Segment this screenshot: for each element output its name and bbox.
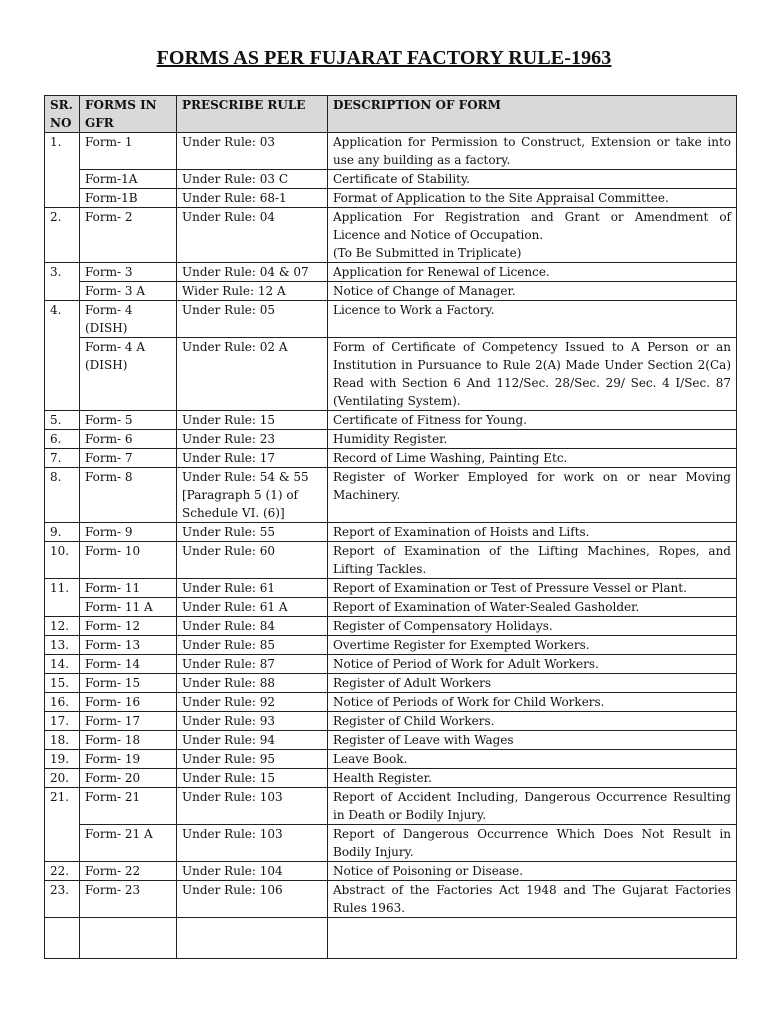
cell-rule: Under Rule: 68-1: [177, 189, 328, 208]
cell-sr-no: 4.: [45, 301, 80, 411]
cell-description: [328, 170, 737, 189]
table-row: [45, 301, 737, 338]
cell-description: [328, 731, 737, 750]
cell-rule: Under Rule: 87: [177, 655, 328, 674]
description-text: Application for Renewal of Licence.: [333, 265, 550, 279]
table-row: [45, 208, 737, 263]
cell-sr-no: 5.: [45, 411, 80, 430]
table-row: [45, 338, 737, 411]
blank-cell-rule: [177, 918, 328, 959]
cell-description: [328, 208, 737, 263]
cell-rule: Under Rule: 23: [177, 430, 328, 449]
cell-rule: Under Rule: 92: [177, 693, 328, 712]
cell-description: [328, 769, 737, 788]
cell-form: Form- 16: [80, 693, 177, 712]
cell-rule: Wider Rule: 12 A: [177, 282, 328, 301]
table-row: [45, 170, 737, 189]
cell-rule: Under Rule: 103: [177, 788, 328, 825]
cell-form: Form- 11: [80, 579, 177, 598]
cell-sr-no: 18.: [45, 731, 80, 750]
cell-rule: Under Rule: 103: [177, 825, 328, 862]
cell-form: Form-1A: [80, 170, 177, 189]
description-text: Humidity Register.: [333, 432, 448, 446]
cell-sr-no: 16.: [45, 693, 80, 712]
cell-form: Form- 22: [80, 862, 177, 881]
cell-description: [328, 338, 737, 411]
header-description: DESCRIPTION OF FORM: [328, 96, 737, 133]
table-row: [45, 133, 737, 170]
cell-sr-no: 17.: [45, 712, 80, 731]
table-row: [45, 750, 737, 769]
description-text: Notice of Period of Work for Adult Workers.: [333, 657, 599, 671]
cell-rule: Under Rule: 15: [177, 769, 328, 788]
table-row: [45, 468, 737, 523]
description-text: Report of Examination of the Lifting Machines, Ropes, and Lifting Tackles.: [333, 544, 731, 576]
description-text: Register of Adult Workers: [333, 676, 492, 690]
cell-description: [328, 712, 737, 731]
cell-form: Form- 3: [80, 263, 177, 282]
cell-rule: Under Rule: 85: [177, 636, 328, 655]
cell-description: [328, 788, 737, 825]
table-header: [45, 96, 737, 133]
cell-form: Form- 8: [80, 468, 177, 523]
cell-form: Form- 7: [80, 449, 177, 468]
cell-form: Form- 4 A (DISH): [80, 338, 177, 411]
cell-rule: Under Rule: 03: [177, 133, 328, 170]
description-text: Report of Dangerous Occurrence Which Does Not Result in Bodily Injury.: [333, 827, 731, 859]
cell-description: [328, 825, 737, 862]
table-row: [45, 189, 737, 208]
description-text: Record of Lime Washing, Painting Etc.: [333, 451, 568, 465]
cell-description: [328, 881, 737, 918]
cell-rule: Under Rule: 61: [177, 579, 328, 598]
cell-rule: Under Rule: 03 C: [177, 170, 328, 189]
cell-rule: Under Rule: 95: [177, 750, 328, 769]
cell-form: Form- 17: [80, 712, 177, 731]
table-row: [45, 282, 737, 301]
cell-form: Form- 4 (DISH): [80, 301, 177, 338]
cell-description: [328, 579, 737, 598]
cell-sr-no: 13.: [45, 636, 80, 655]
blank-cell-sr: [45, 918, 80, 959]
cell-form: Form- 21: [80, 788, 177, 825]
table-row: [45, 636, 737, 655]
description-note: (To Be Submitted in Triplicate): [333, 246, 522, 260]
table-row: [45, 579, 737, 598]
table-row: [45, 523, 737, 542]
cell-form: Form- 19: [80, 750, 177, 769]
header-forms-in-gfr: FORMS IN GFR: [80, 96, 177, 133]
description-text: Certificate of Stability.: [333, 172, 470, 186]
forms-table: [44, 95, 737, 959]
table-row: [45, 411, 737, 430]
cell-description: [328, 301, 737, 338]
cell-rule: Under Rule: 60: [177, 542, 328, 579]
cell-form: Form-1B: [80, 189, 177, 208]
cell-description: [328, 282, 737, 301]
table-row: [45, 693, 737, 712]
table-row: [45, 617, 737, 636]
cell-form: Form- 12: [80, 617, 177, 636]
cell-description: [328, 430, 737, 449]
cell-form: Form- 1: [80, 133, 177, 170]
cell-form: Form- 5: [80, 411, 177, 430]
cell-form: Form- 20: [80, 769, 177, 788]
description-text: Report of Accident Including, Dangerous Occurrence Resulting in Death or Bodily Injury.: [333, 790, 731, 822]
description-text: Health Register.: [333, 771, 432, 785]
page-title: FORMS AS PER FUJARAT FACTORY RULE-1963: [156, 47, 612, 69]
description-text: Report of Examination of Hoists and Lifts.: [333, 525, 590, 539]
header-prescribe-rule: PRESCRIBE RULE: [177, 96, 328, 133]
cell-rule: Under Rule: 94: [177, 731, 328, 750]
description-text: Format of Application to the Site Appraisal Committee.: [333, 191, 669, 205]
cell-form: Form- 13: [80, 636, 177, 655]
table-row: [45, 712, 737, 731]
table-row: [45, 788, 737, 825]
cell-rule: Under Rule: 54 & 55 [Paragraph 5 (1) of Schedule VI. (6)]: [177, 468, 328, 523]
table-row: [45, 598, 737, 617]
cell-sr-no: 8.: [45, 468, 80, 523]
description-text: Leave Book.: [333, 752, 408, 766]
cell-description: [328, 617, 737, 636]
cell-description: [328, 263, 737, 282]
description-text: Abstract of the Factories Act 1948 and The Gujarat Factories Rules 1963.: [333, 883, 731, 915]
cell-description: [328, 411, 737, 430]
cell-sr-no: 10.: [45, 542, 80, 579]
table-row: [45, 542, 737, 579]
description-text: Report of Examination of Water-Sealed Gasholder.: [333, 600, 640, 614]
cell-form: Form- 2: [80, 208, 177, 263]
description-text: Licence to Work a Factory.: [333, 303, 495, 317]
cell-form: Form- 9: [80, 523, 177, 542]
table-row: [45, 769, 737, 788]
cell-sr-no: 1.: [45, 133, 80, 208]
cell-description: [328, 862, 737, 881]
cell-sr-no: 21.: [45, 788, 80, 862]
description-text: Overtime Register for Exempted Workers.: [333, 638, 590, 652]
cell-form: Form- 18: [80, 731, 177, 750]
description-text: Certificate of Fitness for Young.: [333, 413, 527, 427]
cell-description: [328, 598, 737, 617]
blank-cell-desc: [328, 918, 737, 959]
cell-sr-no: 11.: [45, 579, 80, 617]
cell-form: Form- 3 A: [80, 282, 177, 301]
cell-rule: Under Rule: 05: [177, 301, 328, 338]
table-body: [45, 133, 737, 959]
cell-sr-no: 7.: [45, 449, 80, 468]
cell-description: [328, 133, 737, 170]
cell-description: [328, 542, 737, 579]
description-text: Register of Worker Employed for work on or near Moving Machinery.: [333, 470, 731, 502]
table-row: [45, 674, 737, 693]
cell-form: Form- 23: [80, 881, 177, 918]
cell-sr-no: 9.: [45, 523, 80, 542]
cell-rule: Under Rule: 04: [177, 208, 328, 263]
cell-description: [328, 674, 737, 693]
cell-description: [328, 693, 737, 712]
table-row: [45, 263, 737, 282]
table-row: [45, 731, 737, 750]
cell-rule: Under Rule: 93: [177, 712, 328, 731]
cell-rule: Under Rule: 17: [177, 449, 328, 468]
cell-description: [328, 523, 737, 542]
table-row: [45, 862, 737, 881]
table-row: [45, 825, 737, 862]
cell-description: [328, 750, 737, 769]
cell-form: Form- 14: [80, 655, 177, 674]
cell-form: Form- 11 A: [80, 598, 177, 617]
cell-rule: Under Rule: 106: [177, 881, 328, 918]
cell-rule: Under Rule: 55: [177, 523, 328, 542]
description-text: Application For Registration and Grant or Amendment of Licence and Notice of Occupation.: [333, 210, 731, 242]
cell-rule: Under Rule: 84: [177, 617, 328, 636]
cell-rule: Under Rule: 88: [177, 674, 328, 693]
table-row: [45, 881, 737, 918]
header-sr-no: SR. NO: [45, 96, 80, 133]
cell-sr-no: 22.: [45, 862, 80, 881]
description-text: Report of Examination or Test of Pressure Vessel or Plant.: [333, 581, 687, 595]
table-row: [45, 655, 737, 674]
cell-sr-no: 3.: [45, 263, 80, 301]
cell-rule: Under Rule: 15: [177, 411, 328, 430]
cell-form: Form- 21 A: [80, 825, 177, 862]
cell-sr-no: 19.: [45, 750, 80, 769]
blank-cell-form: [80, 918, 177, 959]
cell-rule: Under Rule: 04 & 07: [177, 263, 328, 282]
cell-description: [328, 449, 737, 468]
cell-rule: Under Rule: 61 A: [177, 598, 328, 617]
cell-sr-no: 15.: [45, 674, 80, 693]
description-text: Notice of Poisoning or Disease.: [333, 864, 524, 878]
cell-sr-no: 6.: [45, 430, 80, 449]
description-text: Form of Certificate of Competency Issued to A Person or an Institution in Pursuance to Rule 2(A) Made Under Section 2(Ca) Read with Section 6 And 112/Sec. 28/Sec. 29/ Sec. 4 I/Sec. 87 (Ventilating System).: [333, 340, 731, 408]
description-text: Register of Leave with Wages: [333, 733, 514, 747]
cell-description: [328, 468, 737, 523]
cell-sr-no: 23.: [45, 881, 80, 918]
cell-sr-no: 14.: [45, 655, 80, 674]
cell-description: [328, 189, 737, 208]
cell-sr-no: 12.: [45, 617, 80, 636]
cell-rule: Under Rule: 104: [177, 862, 328, 881]
cell-sr-no: 2.: [45, 208, 80, 263]
table-row: [45, 449, 737, 468]
description-text: Register of Compensatory Holidays.: [333, 619, 553, 633]
description-text: Register of Child Workers.: [333, 714, 495, 728]
description-text: Application for Permission to Construct, Extension or take into use any building as a factory.: [333, 135, 731, 167]
cell-form: Form- 10: [80, 542, 177, 579]
blank-row: [45, 918, 737, 959]
cell-sr-no: 20.: [45, 769, 80, 788]
cell-form: Form- 15: [80, 674, 177, 693]
cell-form: Form- 6: [80, 430, 177, 449]
table-row: [45, 430, 737, 449]
description-text: Notice of Change of Manager.: [333, 284, 516, 298]
cell-description: [328, 655, 737, 674]
cell-rule: Under Rule: 02 A: [177, 338, 328, 411]
cell-description: [328, 636, 737, 655]
description-text: Notice of Periods of Work for Child Workers.: [333, 695, 605, 709]
